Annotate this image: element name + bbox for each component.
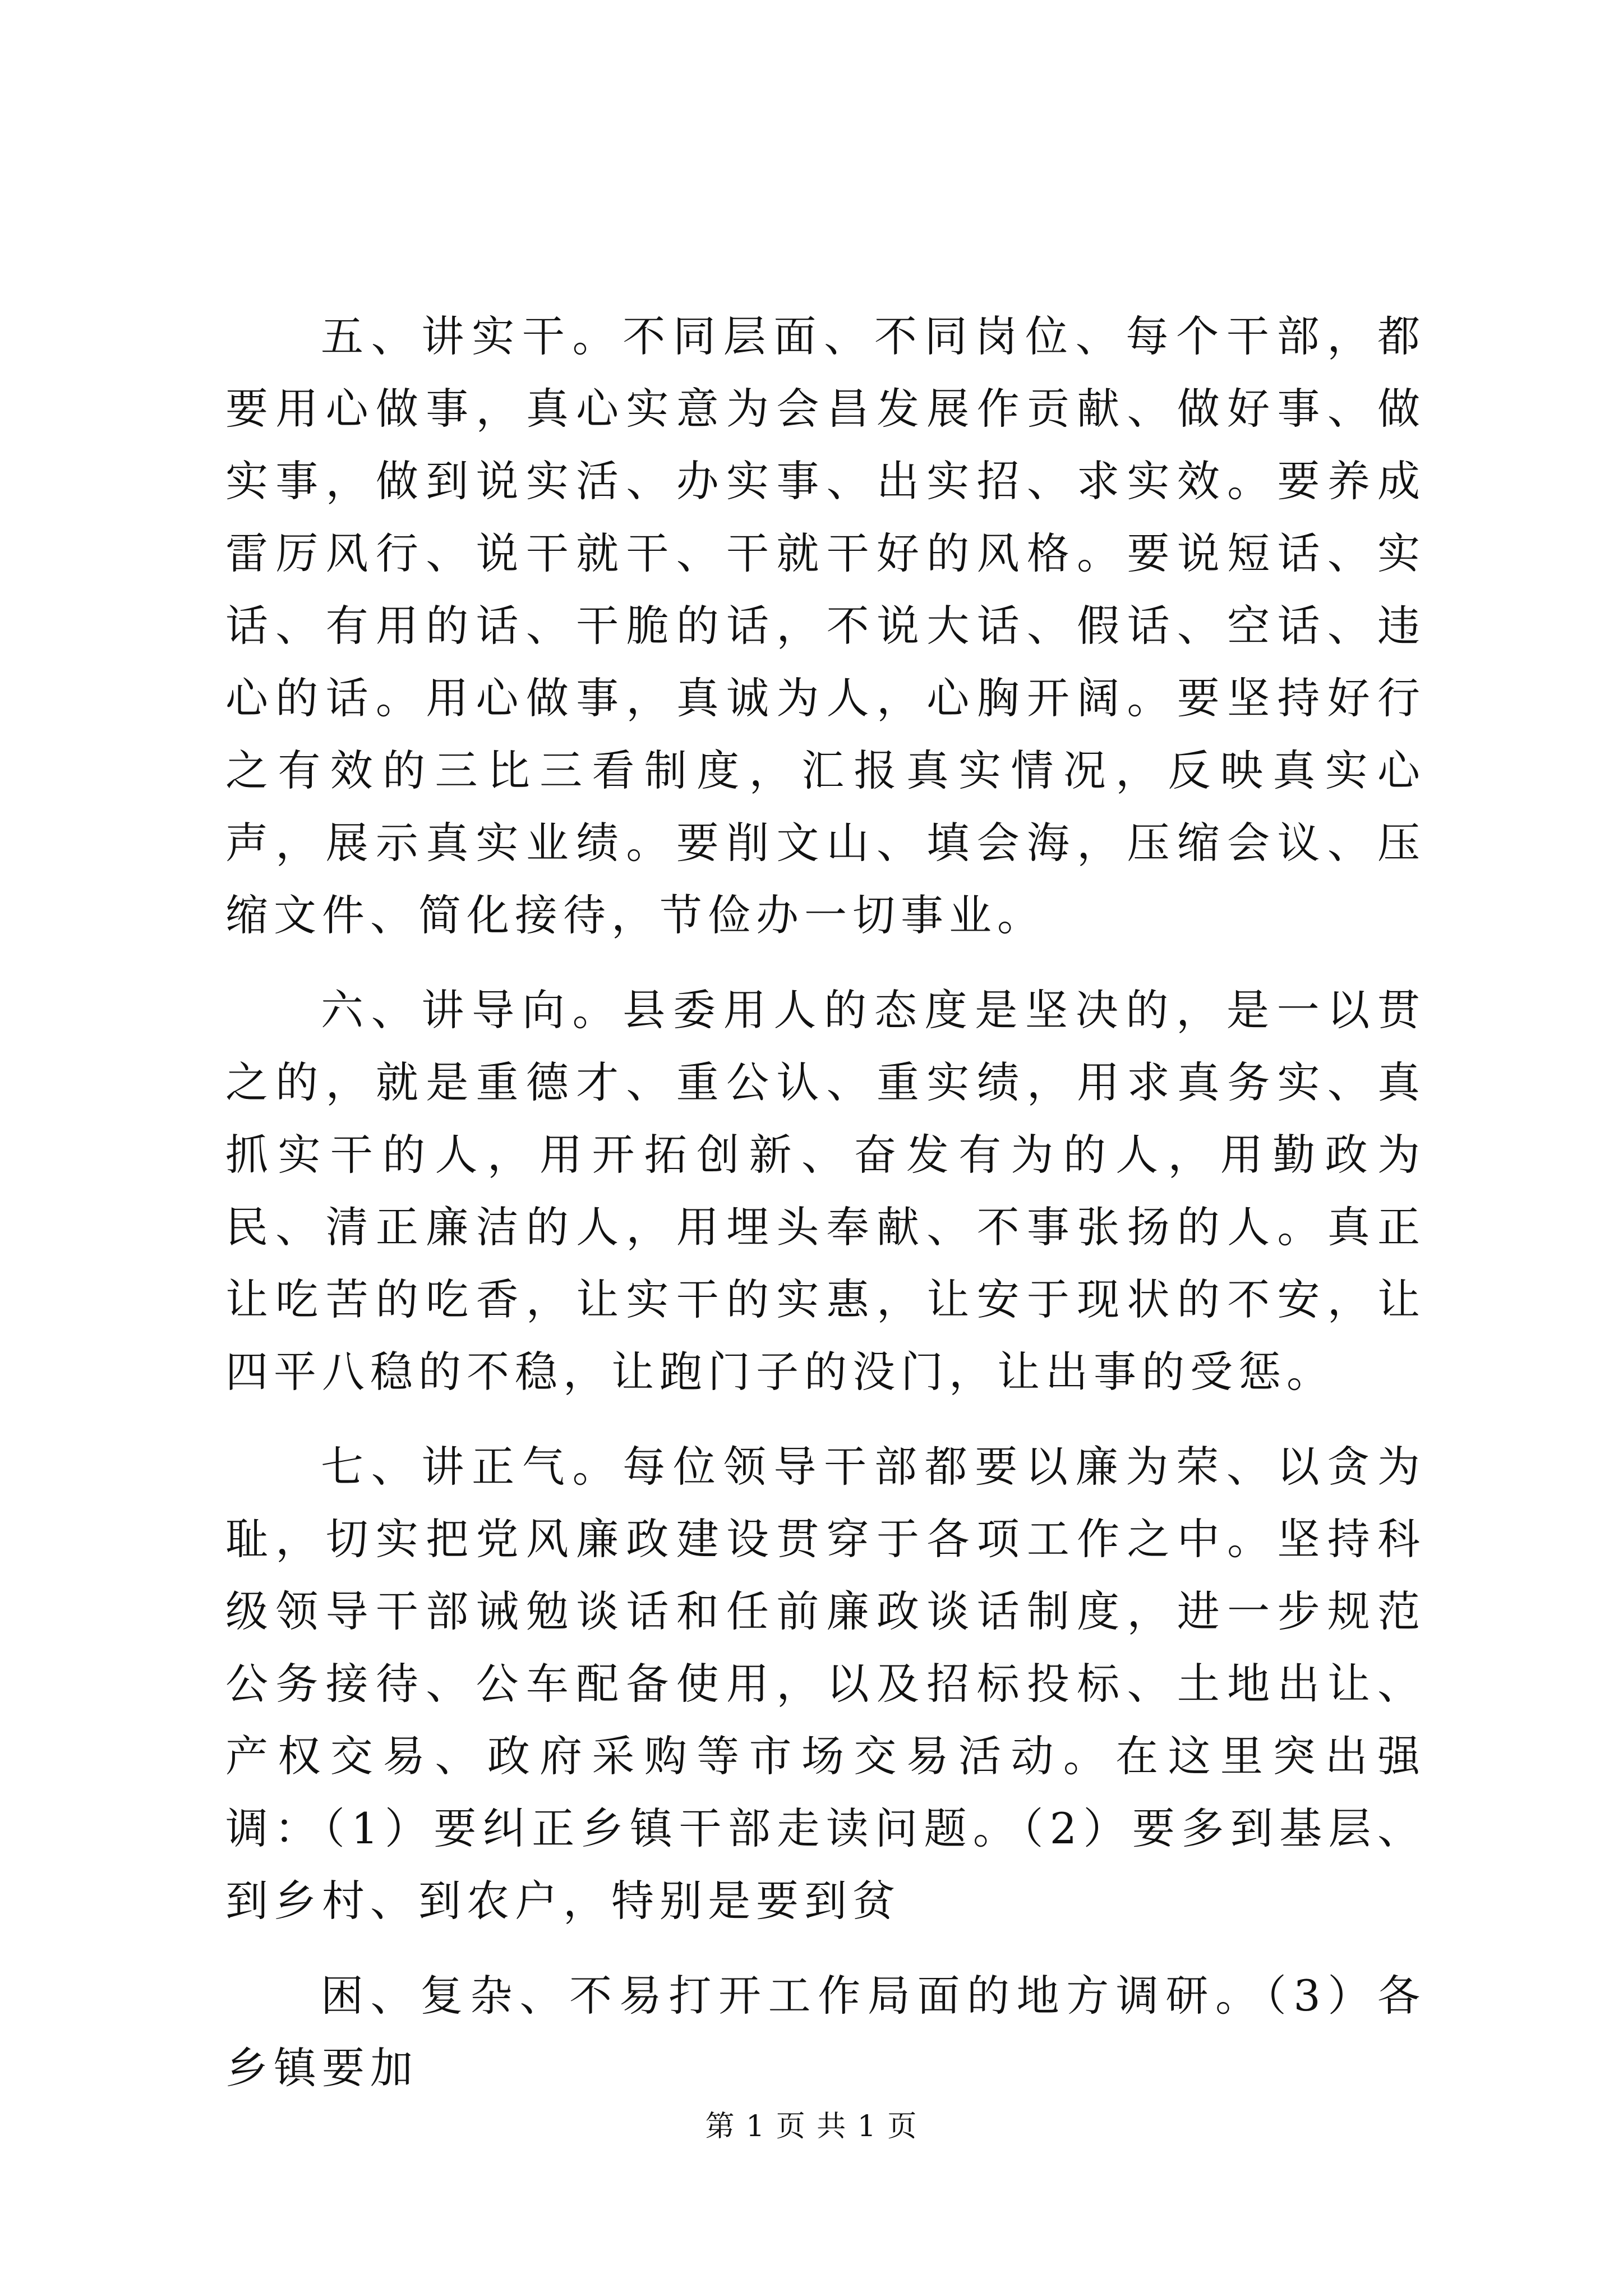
paragraph-five: 五、讲实干。不同层面、不同岗位、每个干部，都要用心做事，真心实意为会昌发展作贡献、做好事、做实事，做到说实活、办实事、出实招、求实效。要养成雷厉风行、说干就干、干就干好的风格。要说短话、实话、有用的话、干脆的话，不说大话、假话、空话、违心的话。用心做事，真诚为人，心胸开阔。要坚持好行之有效的三比三看制度，汇报真实情况，反映真实心声，展示真实业绩。要削文山、填会海，压缩会议、压缩文件、简化接待，节俭办一切事业。: [225, 311, 1426, 940]
paragraph-six: 六、讲导向。县委用人的态度是坚决的，是一以贯之的，就是重德才、重公认、重实绩，用求真务实、真抓实干的人，用开拓创新、奋发有为的人，用勤政为民、清正廉洁的人，用埋头奉献、不事张扬的人。真正让吃苦的吃香，让实干的实惠，让安于现状的不安，让四平八稳的不稳，让跑门子的没门，让出事的受惩。: [225, 985, 1426, 1397]
document-body: [225, 300, 1426, 2127]
paragraph-seven: 七、讲正气。每位领导干部都要以廉为荣、以贪为耻，切实把党风廉政建设贯穿于各项工作之中。坚持科级领导干部诫勉谈话和任前廉政谈话制度，进一步规范公务接待、公车配备使用，以及招标投标、土地出让、产权交易、政府采购等市场交易活动。在这里突出强调：（1）要纠正乡镇干部走读问题。（2）要多到基层、到乡村、到农户，特别是要到贫: [225, 1442, 1426, 1926]
page-footer: 第 1 页 共 1 页: [705, 2110, 918, 2143]
paragraph-seven-continued: 困、复杂、不易打开工作局面的地方调研。（3）各乡镇要加: [225, 1971, 1426, 2093]
